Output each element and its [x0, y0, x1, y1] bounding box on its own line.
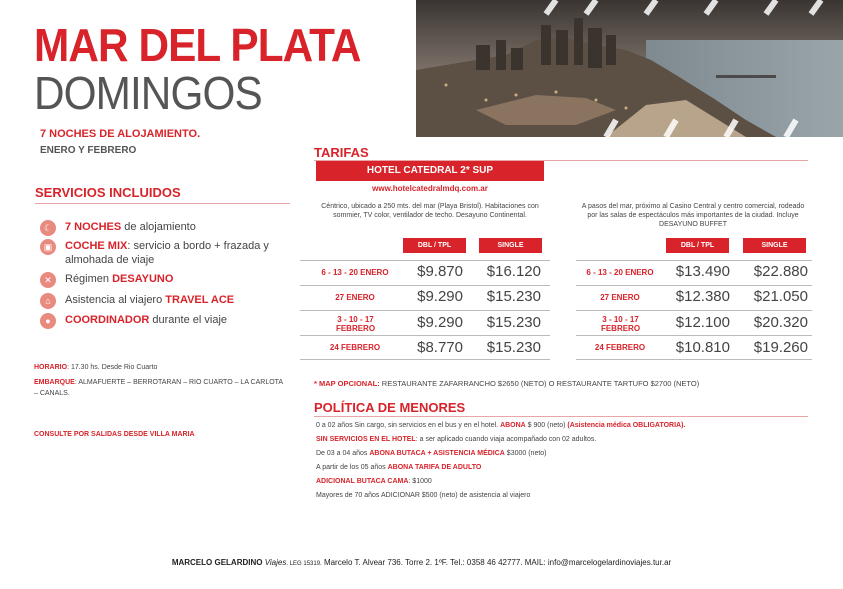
menores-line-2: SIN SERVICIOS EN EL HOTEL: a ser aplicado cuando viaja acompañado con 02 adultos.	[316, 436, 597, 443]
hotel-description-left: Céntrico, ubicado a 250 mts. del mar (Playa Bristol). Habitaciones con sommier, TV color, ventilador de techo. Desayuno Continental.	[321, 203, 539, 219]
row-label: 24 FEBRERO	[329, 343, 381, 352]
menores-line-6: Mayores de 70 años ADICIONAR $500 (neto) de asistencia al viajero	[316, 492, 531, 499]
services-title: SERVICIOS INCLUIDOS	[35, 185, 181, 200]
consulte-note: CONSULTE POR SALIDAS DESDE VILLA MARIA	[34, 431, 195, 438]
price-dbl: $9.290	[417, 314, 463, 331]
price-single: $22.880	[753, 263, 808, 280]
subtitle-nights: 7 NOCHES DE ALOJAMIENTO.	[40, 128, 201, 140]
service-assistance: ⌂ Asistencia al viajero TRAVEL ACE	[40, 293, 280, 307]
hotel-description-right: A pasos del mar, próximo al Casino Central y centro comercial, rodeado por las salas de espectáculos más importantes de la ciudad. Incluye DESAYUNO BUFFET	[581, 203, 805, 228]
subtitle-months: ENERO Y FEBRERO	[40, 145, 137, 156]
menores-title: POLÍTICA DE MENORES	[314, 400, 466, 415]
price-single: $21.050	[753, 288, 808, 305]
footer-contact: MARCELO GELARDINO Viajes. LEG 15319. Marcelo T. Alvear 736. Torre 2. 1ºF. Tel.: 0358 46 42777. MAIL: info@marcelogelardinoviajes.tur.ar	[171, 558, 672, 567]
service-coordinator: ● COORDINADOR durante el viaje	[40, 313, 280, 327]
menores-line-5: ADICIONAL BUTACA CAMA: $1000	[316, 478, 432, 485]
price-dbl: $12.380	[675, 288, 730, 305]
col-single-right: SINGLE	[743, 238, 806, 253]
price-dbl: $9.870	[417, 263, 463, 280]
row-divider	[576, 310, 812, 311]
price-single: $19.260	[753, 339, 808, 356]
bus-icon: ▣	[40, 239, 56, 255]
service-nights: ☾ 7 NOCHES de alojamiento	[40, 220, 280, 234]
hotel-website: www.hotelcatedralmdq.com.ar	[372, 184, 488, 193]
price-dbl: $9.290	[417, 288, 463, 305]
horario: HORARIO: 17.30 hs. Desde Rio Cuarto	[34, 364, 158, 371]
price-dbl: $8.770	[417, 339, 463, 356]
row-divider	[300, 260, 550, 261]
row-divider	[300, 310, 550, 311]
title-line1: MAR DEL PLATA	[34, 19, 361, 71]
row-divider	[576, 359, 812, 360]
price-dbl: $12.100	[675, 314, 730, 331]
row-divider	[576, 335, 812, 336]
price-dbl: $10.810	[675, 339, 730, 356]
col-single-left: SINGLE	[479, 238, 542, 253]
col-dbl-right: DBL / TPL	[666, 238, 729, 253]
map-opcional: * MAP OPCIONAL: RESTAURANTE ZAFARRANCHO $2650 (NETO) O RESTAURANTE TARTUFO $2700 (NETO)	[314, 379, 700, 388]
price-dbl: $13.490	[675, 263, 730, 280]
row-divider	[300, 335, 550, 336]
service-breakfast: ✕ Régimen DESAYUNO	[40, 272, 280, 286]
row-divider	[576, 260, 812, 261]
price-single: $20.320	[753, 314, 808, 331]
home-icon: ⌂	[40, 293, 56, 309]
hotel-name-banner: HOTEL CATEDRAL 2* SUP	[316, 161, 544, 181]
price-single: $15.230	[486, 314, 541, 331]
menores-line-1: 0 a 02 años Sin cargo, sin servicios en el bus y en el hotel. ABONA $ 900 (neto) (Asistencia médica OBLIGATORIA).	[316, 422, 686, 429]
menores-line-3: De 03 a 04 años ABONA BUTACA + ASISTENCIA MÉDICA $3000 (neto)	[316, 450, 547, 457]
menores-divider	[314, 416, 808, 417]
row-divider	[300, 359, 550, 360]
person-icon: ●	[40, 313, 56, 329]
col-dbl-left: DBL / TPL	[403, 238, 466, 253]
embarque: EMBARQUE: ALMAFUERTE – BERROTARAN – RIO CUARTO – LA CARLOTA – CANALS.	[34, 379, 283, 397]
row-label: 6 - 13 - 20 ENERO	[586, 268, 654, 277]
price-single: $15.230	[486, 339, 541, 356]
menores-line-4: A partir de los 05 años ABONA TARIFA DE ADULTO	[316, 464, 482, 471]
row-label: 3 - 10 - 17 FEBRERO	[335, 315, 376, 333]
row-label: 24 FEBRERO	[594, 343, 646, 352]
service-bus: ▣ COCHE MIX: servicio a bordo + frazada y almohada de viaje	[40, 239, 280, 267]
utensils-icon: ✕	[40, 272, 56, 288]
price-single: $16.120	[486, 263, 541, 280]
row-divider	[300, 285, 550, 286]
tarifas-title: TARIFAS	[314, 145, 369, 160]
row-label: 27 ENERO	[335, 293, 375, 302]
city-photo	[416, 0, 843, 137]
row-label: 6 - 13 - 20 ENERO	[321, 268, 389, 277]
moon-icon: ☾	[40, 220, 56, 236]
row-label: 3 - 10 - 17 FEBRERO	[600, 315, 641, 333]
row-label: 27 ENERO	[600, 293, 640, 302]
services-divider	[35, 203, 290, 204]
price-single: $15.230	[486, 288, 541, 305]
title-line2: DOMINGOS	[34, 67, 262, 119]
row-divider	[576, 285, 812, 286]
